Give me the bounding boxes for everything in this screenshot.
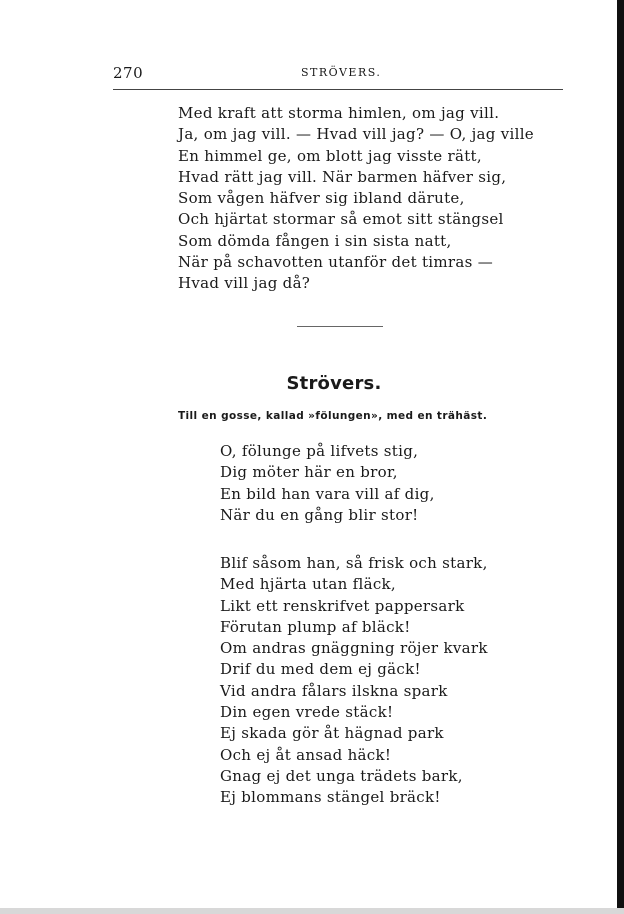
page-edge-shadow [617, 0, 624, 914]
poem-line: Gnag ej det unga trädets bark, [220, 766, 463, 785]
poem-line: Ej skada gör åt hägnad park [220, 724, 444, 743]
poem-line: Dig möter här en bror, [220, 463, 398, 482]
poem-line: Ej blommans stängel bräck! [220, 788, 441, 807]
header-rule [113, 89, 563, 90]
poem-line: En bild han vara vill af dig, [220, 484, 435, 503]
page-number: 270 [113, 64, 144, 82]
poem-line: O, fölunge på lifvets stig, [220, 442, 419, 460]
poem-stanza-1 [220, 441, 435, 526]
poem-line: Hvad rätt jag vill. När barmen häfver sig, [178, 167, 507, 186]
poem-line: Blif såsom han, så frisk och stark, [220, 554, 488, 572]
poem-line: Förutan plump af bläck! [220, 617, 411, 636]
previous-poem-ending [178, 103, 534, 295]
poem-line: När på schavotten utanför det timras — [178, 253, 494, 272]
poem-stanza-2 [220, 553, 488, 809]
page-bottom-edge [0, 908, 624, 914]
poem-line: En himmel ge, om blott jag visste rätt, [178, 146, 482, 165]
poem-line: Och ej åt ansad häck! [220, 745, 392, 764]
poem-line: När du en gång blir stor! [220, 505, 419, 524]
poem-title: Strövers. [286, 373, 382, 394]
poem-line: Som dömda fången i sin sista natt, [178, 231, 452, 250]
poem-line: Vid andra fålars ilskna spark [220, 681, 448, 700]
poem-line: Om andras gnäggning röjer kvark [220, 639, 488, 658]
poem-line: Och hjärtat stormar så emot sitt stängsel [178, 210, 504, 229]
poem-line: Ja, om jag vill. — Hvad vill jag? — O, jag ville [178, 125, 534, 144]
running-head: STRÖVERS. [301, 66, 382, 79]
poem-line: Med hjärta utan fläck, [220, 575, 396, 594]
poem-dedication: Till en gosse, kallad »fölungen», med en trähäst. [178, 410, 488, 422]
poem-line: Likt ett renskrifvet pappersark [220, 596, 465, 615]
section-separator [297, 326, 383, 327]
poem-line: Din egen vrede stäck! [220, 703, 394, 722]
poem-line: Hvad vill jag då? [178, 274, 311, 293]
poem-line: Med kraft att storma himlen, om jag vill. [178, 104, 500, 122]
poem-line: Som vågen häfver sig ibland därute, [178, 189, 465, 208]
poem-line: Drif du med dem ej gäck! [220, 660, 421, 679]
